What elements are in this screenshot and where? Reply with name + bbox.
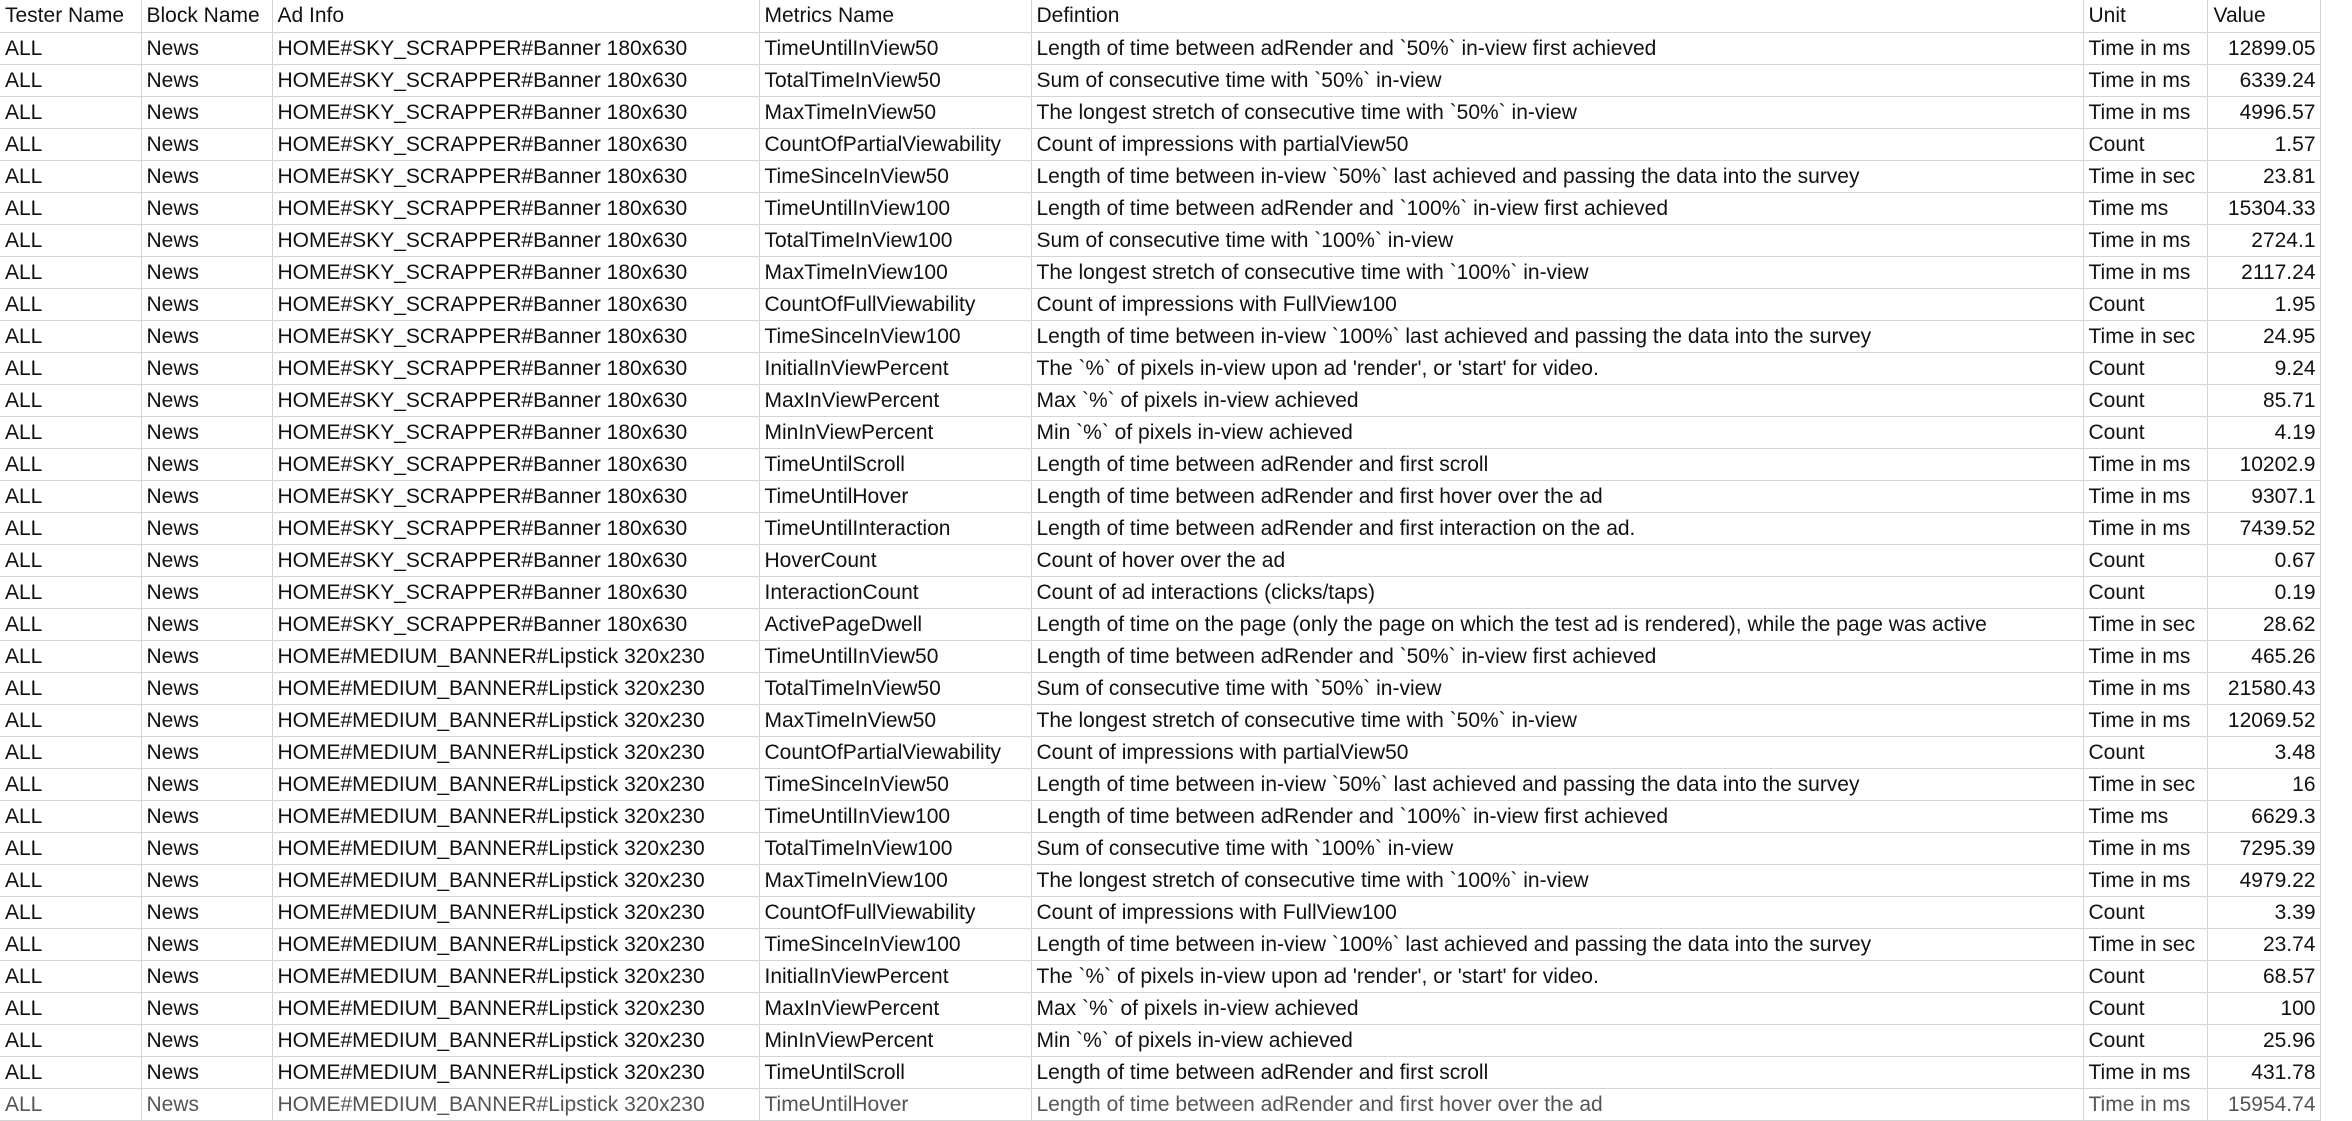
ad-info-cell[interactable]: HOME#SKY_SCRAPPER#Banner 180x630 [272, 353, 759, 385]
block-name-cell[interactable]: News [141, 385, 272, 417]
metrics-name-cell[interactable]: TimeUntilInView50 [759, 641, 1031, 673]
tester-name-cell[interactable]: ALL [0, 193, 141, 225]
block-name-cell[interactable]: News [141, 33, 272, 65]
metrics-name-cell[interactable]: TimeUntilInView100 [759, 801, 1031, 833]
table-row [0, 609, 2320, 641]
tester-name-cell[interactable]: ALL [0, 257, 141, 289]
tester-name-cell[interactable]: ALL [0, 449, 141, 481]
table-row [0, 993, 2320, 1025]
tester-name-cell[interactable]: ALL [0, 737, 141, 769]
metrics-name-cell[interactable]: CountOfFullViewability [759, 289, 1031, 321]
ad-info-cell[interactable]: HOME#MEDIUM_BANNER#Lipstick 320x230 [272, 769, 759, 801]
metrics-name-cell[interactable]: TimeUntilScroll [759, 449, 1031, 481]
definition-cell[interactable]: Max `%` of pixels in-view achieved [1031, 993, 2083, 1025]
block-name-cell[interactable]: News [141, 833, 272, 865]
unit-cell[interactable]: Count [2083, 897, 2207, 929]
metrics-name-cell[interactable]: TimeSinceInView50 [759, 769, 1031, 801]
definition-cell[interactable]: The longest stretch of consecutive time with `50%` in-view [1031, 705, 2083, 737]
ad-info-cell[interactable]: HOME#SKY_SCRAPPER#Banner 180x630 [272, 289, 759, 321]
tester-name-cell[interactable]: ALL [0, 1089, 141, 1121]
ad-info-cell[interactable]: HOME#SKY_SCRAPPER#Banner 180x630 [272, 257, 759, 289]
table-row [0, 449, 2320, 481]
ad-info-cell[interactable]: HOME#MEDIUM_BANNER#Lipstick 320x230 [272, 1025, 759, 1057]
ad-info-cell[interactable]: HOME#SKY_SCRAPPER#Banner 180x630 [272, 577, 759, 609]
ad-info-cell[interactable]: HOME#SKY_SCRAPPER#Banner 180x630 [272, 97, 759, 129]
unit-cell[interactable]: Time in ms [2083, 1089, 2207, 1121]
table-row [0, 513, 2320, 545]
definition-cell[interactable]: Min `%` of pixels in-view achieved [1031, 417, 2083, 449]
block-name-cell[interactable]: News [141, 737, 272, 769]
tester-name-cell[interactable]: ALL [0, 929, 141, 961]
tester-name-cell[interactable]: ALL [0, 161, 141, 193]
definition-cell[interactable]: Sum of consecutive time with `50%` in-view [1031, 673, 2083, 705]
block-name-cell[interactable]: News [141, 97, 272, 129]
unit-cell[interactable]: Time in ms [2083, 641, 2207, 673]
metrics-name-cell[interactable]: CountOfPartialViewability [759, 129, 1031, 161]
table-row [0, 33, 2320, 65]
table-row [0, 321, 2320, 353]
tester-name-cell[interactable]: ALL [0, 545, 141, 577]
table-row [0, 673, 2320, 705]
definition-cell[interactable]: Max `%` of pixels in-view achieved [1031, 385, 2083, 417]
metrics-name-cell[interactable]: TotalTimeInView100 [759, 225, 1031, 257]
block-name-cell[interactable]: News [141, 769, 272, 801]
metrics-name-cell[interactable]: TimeSinceInView100 [759, 929, 1031, 961]
unit-cell[interactable]: Time in sec [2083, 929, 2207, 961]
block-name-cell[interactable]: News [141, 577, 272, 609]
value-cell[interactable]: 6339.24 [2207, 65, 2320, 97]
tester-name-cell[interactable]: ALL [0, 65, 141, 97]
unit-cell[interactable]: Count [2083, 289, 2207, 321]
block-name-cell[interactable]: News [141, 961, 272, 993]
tester-name-cell[interactable]: ALL [0, 289, 141, 321]
definition-cell[interactable]: Length of time on the page (only the page on which the test ad is rendered), while the page was active [1031, 609, 2083, 641]
ad-info-cell[interactable]: HOME#SKY_SCRAPPER#Banner 180x630 [272, 161, 759, 193]
unit-cell[interactable]: Time ms [2083, 193, 2207, 225]
definition-cell[interactable]: Length of time between adRender and first hover over the ad [1031, 481, 2083, 513]
metrics-name-cell[interactable]: TotalTimeInView100 [759, 833, 1031, 865]
metrics-name-cell[interactable]: MaxTimeInView50 [759, 705, 1031, 737]
block-name-cell[interactable]: News [141, 449, 272, 481]
tester-name-cell[interactable]: ALL [0, 385, 141, 417]
ad-info-cell[interactable]: HOME#SKY_SCRAPPER#Banner 180x630 [272, 321, 759, 353]
table-row [0, 545, 2320, 577]
ad-info-cell[interactable]: HOME#MEDIUM_BANNER#Lipstick 320x230 [272, 897, 759, 929]
tester-name-cell[interactable]: ALL [0, 865, 141, 897]
column-header-value[interactable]: Value [2207, 0, 2320, 33]
unit-cell[interactable]: Count [2083, 417, 2207, 449]
value-cell[interactable]: 16 [2207, 769, 2320, 801]
block-name-cell[interactable]: News [141, 1025, 272, 1057]
unit-cell[interactable]: Time in ms [2083, 513, 2207, 545]
unit-cell[interactable]: Time in ms [2083, 65, 2207, 97]
table-row [0, 353, 2320, 385]
table-row [0, 737, 2320, 769]
ad-info-cell[interactable]: HOME#MEDIUM_BANNER#Lipstick 320x230 [272, 833, 759, 865]
unit-cell[interactable]: Time in ms [2083, 705, 2207, 737]
tester-name-cell[interactable]: ALL [0, 33, 141, 65]
table-row [0, 97, 2320, 129]
tester-name-cell[interactable]: ALL [0, 481, 141, 513]
tester-name-cell[interactable]: ALL [0, 641, 141, 673]
unit-cell[interactable]: Time in ms [2083, 673, 2207, 705]
definition-cell[interactable]: Sum of consecutive time with `100%` in-view [1031, 833, 2083, 865]
block-name-cell[interactable]: News [141, 289, 272, 321]
definition-cell[interactable]: Sum of consecutive time with `100%` in-view [1031, 225, 2083, 257]
table-row [0, 289, 2320, 321]
table-row [0, 705, 2320, 737]
value-cell[interactable]: 0.67 [2207, 545, 2320, 577]
ad-info-cell[interactable]: HOME#MEDIUM_BANNER#Lipstick 320x230 [272, 865, 759, 897]
block-name-cell[interactable]: News [141, 161, 272, 193]
tester-name-cell[interactable]: ALL [0, 1025, 141, 1057]
tester-name-cell[interactable]: ALL [0, 321, 141, 353]
column-header-metrics-name[interactable]: Metrics Name [759, 0, 1031, 33]
value-cell[interactable]: 7439.52 [2207, 513, 2320, 545]
ad-info-cell[interactable]: HOME#SKY_SCRAPPER#Banner 180x630 [272, 417, 759, 449]
value-cell[interactable]: 23.74 [2207, 929, 2320, 961]
metrics-name-cell[interactable]: MinInViewPercent [759, 1025, 1031, 1057]
table-row [0, 417, 2320, 449]
value-cell[interactable]: 25.96 [2207, 1025, 2320, 1057]
ad-info-cell[interactable]: HOME#MEDIUM_BANNER#Lipstick 320x230 [272, 801, 759, 833]
block-name-cell[interactable]: News [141, 641, 272, 673]
value-cell[interactable]: 431.78 [2207, 1057, 2320, 1089]
ad-info-cell[interactable]: HOME#MEDIUM_BANNER#Lipstick 320x230 [272, 673, 759, 705]
table-row [0, 1057, 2320, 1089]
value-cell[interactable]: 4996.57 [2207, 97, 2320, 129]
tester-name-cell[interactable]: ALL [0, 353, 141, 385]
ad-info-cell[interactable]: HOME#MEDIUM_BANNER#Lipstick 320x230 [272, 1089, 759, 1121]
table-row [0, 929, 2320, 961]
ad-info-cell[interactable]: HOME#SKY_SCRAPPER#Banner 180x630 [272, 225, 759, 257]
unit-cell[interactable]: Time in ms [2083, 257, 2207, 289]
ad-info-cell[interactable]: HOME#MEDIUM_BANNER#Lipstick 320x230 [272, 641, 759, 673]
definition-cell[interactable]: Min `%` of pixels in-view achieved [1031, 1025, 2083, 1057]
tester-name-cell[interactable]: ALL [0, 225, 141, 257]
metrics-name-cell[interactable]: TimeSinceInView50 [759, 161, 1031, 193]
tester-name-cell[interactable]: ALL [0, 897, 141, 929]
value-cell[interactable]: 21580.43 [2207, 673, 2320, 705]
unit-cell[interactable]: Count [2083, 1025, 2207, 1057]
value-cell[interactable]: 0.19 [2207, 577, 2320, 609]
table-row [0, 161, 2320, 193]
definition-cell[interactable]: Length of time between adRender and `50%` in-view first achieved [1031, 33, 2083, 65]
block-name-cell[interactable]: News [141, 801, 272, 833]
metrics-name-cell[interactable]: MaxTimeInView100 [759, 257, 1031, 289]
definition-cell[interactable]: Length of time between adRender and first scroll [1031, 1057, 2083, 1089]
block-name-cell[interactable]: News [141, 673, 272, 705]
block-name-cell[interactable]: News [141, 865, 272, 897]
block-name-cell[interactable]: News [141, 129, 272, 161]
value-cell[interactable]: 1.57 [2207, 129, 2320, 161]
ad-info-cell[interactable]: HOME#MEDIUM_BANNER#Lipstick 320x230 [272, 737, 759, 769]
metrics-name-cell[interactable]: CountOfFullViewability [759, 897, 1031, 929]
metrics-name-cell[interactable]: MaxInViewPercent [759, 993, 1031, 1025]
metrics-name-cell[interactable]: InitialInViewPercent [759, 353, 1031, 385]
block-name-cell[interactable]: News [141, 929, 272, 961]
unit-cell[interactable]: Time in sec [2083, 321, 2207, 353]
definition-cell[interactable]: Count of ad interactions (clicks/taps) [1031, 577, 2083, 609]
definition-cell[interactable]: The `%` of pixels in-view upon ad 'render', or 'start' for video. [1031, 353, 2083, 385]
metrics-name-cell[interactable]: InteractionCount [759, 577, 1031, 609]
tester-name-cell[interactable]: ALL [0, 1057, 141, 1089]
unit-cell[interactable]: Time ms [2083, 801, 2207, 833]
ad-info-cell[interactable]: HOME#MEDIUM_BANNER#Lipstick 320x230 [272, 1057, 759, 1089]
tester-name-cell[interactable]: ALL [0, 513, 141, 545]
value-cell[interactable]: 24.95 [2207, 321, 2320, 353]
metrics-name-cell[interactable]: TimeSinceInView100 [759, 321, 1031, 353]
unit-cell[interactable]: Time in ms [2083, 1057, 2207, 1089]
unit-cell[interactable]: Time in ms [2083, 33, 2207, 65]
tester-name-cell[interactable]: ALL [0, 673, 141, 705]
value-cell[interactable]: 12069.52 [2207, 705, 2320, 737]
ad-info-cell[interactable]: HOME#SKY_SCRAPPER#Banner 180x630 [272, 449, 759, 481]
ad-info-cell[interactable]: HOME#SKY_SCRAPPER#Banner 180x630 [272, 513, 759, 545]
column-header-ad-info[interactable]: Ad Info [272, 0, 759, 33]
ad-info-cell[interactable]: HOME#SKY_SCRAPPER#Banner 180x630 [272, 65, 759, 97]
metrics-name-cell[interactable]: TimeUntilInView50 [759, 33, 1031, 65]
table-row [0, 641, 2320, 673]
table-row [0, 1089, 2320, 1121]
ad-info-cell[interactable]: HOME#SKY_SCRAPPER#Banner 180x630 [272, 545, 759, 577]
metrics-name-cell[interactable]: MaxTimeInView50 [759, 97, 1031, 129]
metrics-name-cell[interactable]: TotalTimeInView50 [759, 65, 1031, 97]
value-cell[interactable]: 1.95 [2207, 289, 2320, 321]
ad-info-cell[interactable]: HOME#SKY_SCRAPPER#Banner 180x630 [272, 129, 759, 161]
tester-name-cell[interactable]: ALL [0, 97, 141, 129]
unit-cell[interactable]: Count [2083, 545, 2207, 577]
definition-cell[interactable]: Count of impressions with FullView100 [1031, 897, 2083, 929]
block-name-cell[interactable]: News [141, 993, 272, 1025]
ad-info-cell[interactable]: HOME#SKY_SCRAPPER#Banner 180x630 [272, 385, 759, 417]
table-row [0, 897, 2320, 929]
tester-name-cell[interactable]: ALL [0, 801, 141, 833]
block-name-cell[interactable]: News [141, 545, 272, 577]
value-cell[interactable]: 2117.24 [2207, 257, 2320, 289]
metrics-name-cell[interactable]: ActivePageDwell [759, 609, 1031, 641]
table-row [0, 257, 2320, 289]
block-name-cell[interactable]: News [141, 321, 272, 353]
block-name-cell[interactable]: News [141, 417, 272, 449]
table-row [0, 801, 2320, 833]
definition-cell[interactable]: The longest stretch of consecutive time with `100%` in-view [1031, 865, 2083, 897]
ad-info-cell[interactable]: HOME#SKY_SCRAPPER#Banner 180x630 [272, 609, 759, 641]
value-cell[interactable]: 3.39 [2207, 897, 2320, 929]
value-cell[interactable]: 465.26 [2207, 641, 2320, 673]
metrics-name-cell[interactable]: TimeUntilInView100 [759, 193, 1031, 225]
table-row [0, 577, 2320, 609]
tester-name-cell[interactable]: ALL [0, 129, 141, 161]
block-name-cell[interactable]: News [141, 1089, 272, 1121]
unit-cell[interactable]: Count [2083, 737, 2207, 769]
ad-info-cell[interactable]: HOME#SKY_SCRAPPER#Banner 180x630 [272, 33, 759, 65]
value-cell[interactable]: 9307.1 [2207, 481, 2320, 513]
definition-cell[interactable]: Length of time between adRender and `50%` in-view first achieved [1031, 641, 2083, 673]
value-cell[interactable]: 15954.74 [2207, 1089, 2320, 1121]
table-row [0, 129, 2320, 161]
value-cell[interactable]: 3.48 [2207, 737, 2320, 769]
block-name-cell[interactable]: News [141, 65, 272, 97]
definition-cell[interactable]: Length of time between in-view `100%` last achieved and passing the data into the survey [1031, 929, 2083, 961]
unit-cell[interactable]: Count [2083, 353, 2207, 385]
unit-cell[interactable]: Time in ms [2083, 481, 2207, 513]
definition-cell[interactable]: Length of time between adRender and `100%` in-view first achieved [1031, 193, 2083, 225]
definition-cell[interactable]: Count of impressions with partialView50 [1031, 129, 2083, 161]
metrics-name-cell[interactable]: TimeUntilInteraction [759, 513, 1031, 545]
metrics-name-cell[interactable]: CountOfPartialViewability [759, 737, 1031, 769]
unit-cell[interactable]: Time in sec [2083, 769, 2207, 801]
unit-cell[interactable]: Count [2083, 385, 2207, 417]
value-cell[interactable]: 4.19 [2207, 417, 2320, 449]
unit-cell[interactable]: Count [2083, 129, 2207, 161]
value-cell[interactable]: 7295.39 [2207, 833, 2320, 865]
table-row [0, 1025, 2320, 1057]
definition-cell[interactable]: Count of hover over the ad [1031, 545, 2083, 577]
tester-name-cell[interactable]: ALL [0, 705, 141, 737]
block-name-cell[interactable]: News [141, 897, 272, 929]
ad-info-cell[interactable]: HOME#MEDIUM_BANNER#Lipstick 320x230 [272, 961, 759, 993]
block-name-cell[interactable]: News [141, 1057, 272, 1089]
unit-cell[interactable]: Count [2083, 993, 2207, 1025]
definition-cell[interactable]: The longest stretch of consecutive time with `100%` in-view [1031, 257, 2083, 289]
definition-cell[interactable]: Sum of consecutive time with `50%` in-view [1031, 65, 2083, 97]
table-row [0, 65, 2320, 97]
table-row [0, 385, 2320, 417]
metrics-name-cell[interactable]: MinInViewPercent [759, 417, 1031, 449]
value-cell[interactable]: 4979.22 [2207, 865, 2320, 897]
table-row [0, 961, 2320, 993]
metrics-name-cell[interactable]: TimeUntilHover [759, 1089, 1031, 1121]
unit-cell[interactable]: Time in ms [2083, 865, 2207, 897]
column-header-tester-name[interactable]: Tester Name [0, 0, 141, 33]
block-name-cell[interactable]: News [141, 353, 272, 385]
block-name-cell[interactable]: News [141, 225, 272, 257]
tester-name-cell[interactable]: ALL [0, 769, 141, 801]
block-name-cell[interactable]: News [141, 705, 272, 737]
definition-cell[interactable]: Length of time between adRender and first interaction on the ad. [1031, 513, 2083, 545]
column-header-unit[interactable]: Unit [2083, 0, 2207, 33]
definition-cell[interactable]: The longest stretch of consecutive time with `50%` in-view [1031, 97, 2083, 129]
block-name-cell[interactable]: News [141, 481, 272, 513]
unit-cell[interactable]: Time in sec [2083, 609, 2207, 641]
tester-name-cell[interactable]: ALL [0, 993, 141, 1025]
value-cell[interactable]: 28.62 [2207, 609, 2320, 641]
block-name-cell[interactable]: News [141, 193, 272, 225]
ad-info-cell[interactable]: HOME#MEDIUM_BANNER#Lipstick 320x230 [272, 929, 759, 961]
definition-cell[interactable]: Length of time between in-view `50%` last achieved and passing the data into the survey [1031, 769, 2083, 801]
metrics-name-cell[interactable]: MaxTimeInView100 [759, 865, 1031, 897]
value-cell[interactable]: 100 [2207, 993, 2320, 1025]
definition-cell[interactable]: Count of impressions with FullView100 [1031, 289, 2083, 321]
tester-name-cell[interactable]: ALL [0, 417, 141, 449]
table-row [0, 481, 2320, 513]
table-row [0, 225, 2320, 257]
definition-cell[interactable]: Length of time between adRender and first scroll [1031, 449, 2083, 481]
unit-cell[interactable]: Time in ms [2083, 833, 2207, 865]
tester-name-cell[interactable]: ALL [0, 609, 141, 641]
metrics-name-cell[interactable]: TotalTimeInView50 [759, 673, 1031, 705]
header-row [0, 0, 2320, 33]
table-row [0, 833, 2320, 865]
value-cell[interactable]: 2724.1 [2207, 225, 2320, 257]
ad-info-cell[interactable]: HOME#SKY_SCRAPPER#Banner 180x630 [272, 481, 759, 513]
definition-cell[interactable]: Length of time between in-view `50%` last achieved and passing the data into the survey [1031, 161, 2083, 193]
block-name-cell[interactable]: News [141, 513, 272, 545]
metrics-name-cell[interactable]: MaxInViewPercent [759, 385, 1031, 417]
metrics-name-cell[interactable]: InitialInViewPercent [759, 961, 1031, 993]
definition-cell[interactable]: Length of time between adRender and first hover over the ad [1031, 1089, 2083, 1121]
ad-info-cell[interactable]: HOME#SKY_SCRAPPER#Banner 180x630 [272, 193, 759, 225]
block-name-cell[interactable]: News [141, 257, 272, 289]
tester-name-cell[interactable]: ALL [0, 961, 141, 993]
value-cell[interactable]: 23.81 [2207, 161, 2320, 193]
unit-cell[interactable]: Count [2083, 961, 2207, 993]
metrics-name-cell[interactable]: TimeUntilScroll [759, 1057, 1031, 1089]
value-cell[interactable]: 12899.05 [2207, 33, 2320, 65]
value-cell[interactable]: 10202.9 [2207, 449, 2320, 481]
tester-name-cell[interactable]: ALL [0, 577, 141, 609]
table-body [0, 33, 2320, 1121]
unit-cell[interactable]: Time in ms [2083, 449, 2207, 481]
table-row [0, 769, 2320, 801]
column-header-definition[interactable]: Defintion [1031, 0, 2083, 33]
column-header-block-name[interactable]: Block Name [141, 0, 272, 33]
definition-cell[interactable]: Length of time between adRender and `100%` in-view first achieved [1031, 801, 2083, 833]
table-row [0, 193, 2320, 225]
definition-cell[interactable]: Length of time between in-view `100%` last achieved and passing the data into the survey [1031, 321, 2083, 353]
table-row [0, 865, 2320, 897]
unit-cell[interactable]: Time in ms [2083, 225, 2207, 257]
unit-cell[interactable]: Count [2083, 577, 2207, 609]
value-cell[interactable]: 15304.33 [2207, 193, 2320, 225]
value-cell[interactable]: 85.71 [2207, 385, 2320, 417]
value-cell[interactable]: 68.57 [2207, 961, 2320, 993]
tester-name-cell[interactable]: ALL [0, 833, 141, 865]
metrics-name-cell[interactable]: TimeUntilHover [759, 481, 1031, 513]
block-name-cell[interactable]: News [141, 609, 272, 641]
unit-cell[interactable]: Time in sec [2083, 161, 2207, 193]
ad-info-cell[interactable]: HOME#MEDIUM_BANNER#Lipstick 320x230 [272, 705, 759, 737]
definition-cell[interactable]: Count of impressions with partialView50 [1031, 737, 2083, 769]
ad-info-cell[interactable]: HOME#MEDIUM_BANNER#Lipstick 320x230 [272, 993, 759, 1025]
value-cell[interactable]: 6629.3 [2207, 801, 2320, 833]
metrics-name-cell[interactable]: HoverCount [759, 545, 1031, 577]
unit-cell[interactable]: Time in ms [2083, 97, 2207, 129]
definition-cell[interactable]: The `%` of pixels in-view upon ad 'render', or 'start' for video. [1031, 961, 2083, 993]
value-cell[interactable]: 9.24 [2207, 353, 2320, 385]
